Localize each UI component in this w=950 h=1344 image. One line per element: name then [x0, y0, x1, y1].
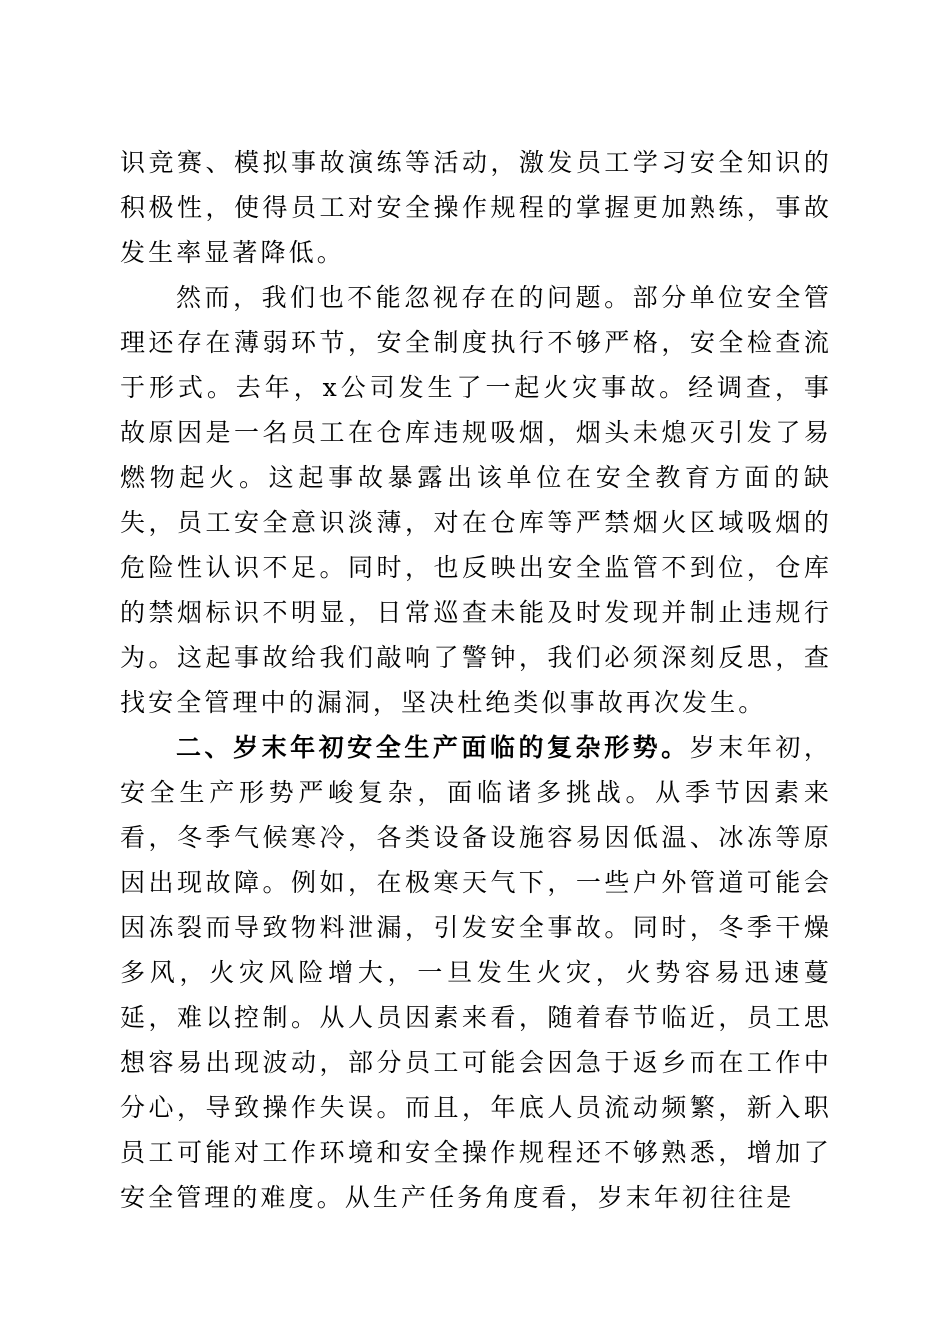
paragraph-text: 然而，我们也不能忽视存在的问题。部分单位安全管理还存在薄弱环节，安全制度执行不够严格，安全检查流于形式。去年，x公司发生了一起火灾事故。经调查，事故原因是一名员工在仓库违规吸烟，烟头未熄灭引发了易燃物起火。这起事故暴露出该单位在安全教育方面的缺失，员工安全意识淡薄，对在仓库等严禁烟火区域吸烟的危险性认识不足。同时，也反映出安全监管不到位，仓库的禁烟标识不明显，日常巡查未能及时发现并制止违规行为。这起事故给我们敲响了警钟，我们必须深刻反思，查找安全管理中的漏洞，坚决杜绝类似事故再次发生。	[120, 283, 832, 717]
paragraph-text: 识竞赛、模拟事故演练等活动，激发员工学习安全知识的积极性，使得员工对安全操作规程的掌握更加熟练，事故发生率显著降低。	[120, 148, 832, 267]
paragraph-text: 岁末年初，安全生产形势严峻复杂，面临诸多挑战。从季节因素来看，冬季气候寒冷，各类设备设施容易因低温、冰冻等原因出现故障。例如，在极寒天气下，一些户外管道可能会因冻裂而导致物料泄漏，引发安全事故。同时，冬季干燥多风，火灾风险增大，一旦发生火灾，火势容易迅速蔓延，难以控制。从人员因素来看，随着春节临近，员工思想容易出现波动，部分员工可能会因急于返乡而在工作中分心，导致操作失误。而且，年底人员流动频繁，新入职员工可能对工作环境和安全操作规程还不够熟悉，增加了安全管理的难度。从生产任务角度看，岁末年初往往是	[120, 733, 832, 1212]
section-heading: 二、岁末年初安全生产面临的复杂形势。	[176, 733, 690, 762]
paragraph-problems	[120, 275, 832, 725]
paragraph-continuation	[120, 140, 832, 275]
document-body	[120, 140, 832, 1220]
paragraph-section-two	[120, 725, 832, 1220]
